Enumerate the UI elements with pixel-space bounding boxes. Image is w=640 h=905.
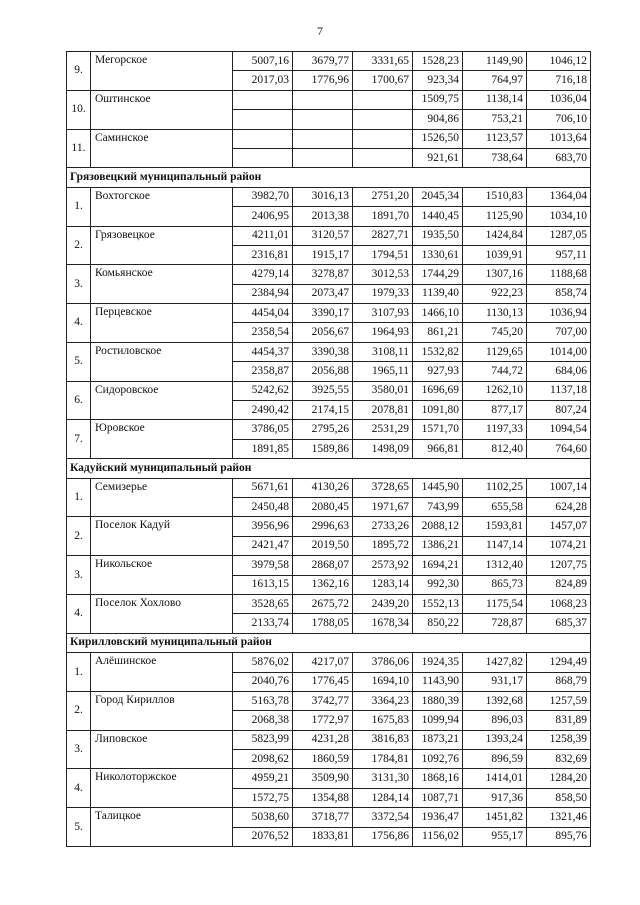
value-cell: 1510,83	[463, 187, 527, 206]
table-row	[67, 478, 591, 497]
table-row	[67, 381, 591, 400]
value-cell: 1964,93	[353, 323, 413, 342]
value-cell: 1137,18	[527, 381, 591, 400]
value-cell: 1197,33	[463, 420, 527, 439]
section-title: Кадуйский муниципальный район	[67, 459, 591, 478]
value-cell: 1776,45	[293, 672, 353, 691]
value-cell: 927,93	[413, 362, 463, 381]
value-cell: 3107,93	[353, 304, 413, 323]
settlement-name: Мегорское	[91, 52, 233, 91]
value-cell: 2017,03	[233, 71, 293, 90]
value-cell: 3728,65	[353, 478, 413, 497]
row-number: 4.	[67, 769, 91, 808]
value-cell: 738,64	[463, 148, 527, 167]
value-cell: 1509,75	[413, 90, 463, 109]
row-number: 4.	[67, 594, 91, 633]
value-cell: 3390,38	[293, 342, 353, 361]
value-cell: 1936,47	[413, 808, 463, 827]
value-cell: 904,86	[413, 110, 463, 129]
value-cell	[353, 148, 413, 167]
value-cell: 2751,20	[353, 187, 413, 206]
value-cell: 1091,80	[413, 401, 463, 420]
value-cell: 3679,77	[293, 52, 353, 71]
page-number: 7	[317, 24, 323, 38]
value-cell: 1457,07	[527, 517, 591, 536]
row-number: 6.	[67, 381, 91, 420]
row-number: 1.	[67, 478, 91, 517]
table-body	[67, 52, 591, 847]
table-row	[67, 517, 591, 536]
value-cell: 1756,86	[353, 827, 413, 846]
value-cell: 807,24	[527, 401, 591, 420]
value-cell: 1123,57	[463, 129, 527, 148]
value-cell: 2868,07	[293, 556, 353, 575]
value-cell: 4959,21	[233, 769, 293, 788]
table-row	[67, 730, 591, 749]
table-row	[67, 265, 591, 284]
value-cell: 1891,85	[233, 439, 293, 458]
row-number: 4.	[67, 304, 91, 343]
value-cell: 1283,14	[353, 575, 413, 594]
value-cell: 3982,70	[233, 187, 293, 206]
section-title: Кирилловский муниципальный район	[67, 633, 591, 652]
value-cell: 1364,04	[527, 187, 591, 206]
value-cell: 1125,90	[463, 207, 527, 226]
value-cell: 921,61	[413, 148, 463, 167]
value-cell: 2174,15	[293, 401, 353, 420]
table-row	[67, 769, 591, 788]
value-cell: 1074,21	[527, 536, 591, 555]
value-cell: 5038,60	[233, 808, 293, 827]
value-cell: 764,97	[463, 71, 527, 90]
value-cell: 1284,14	[353, 788, 413, 807]
value-cell: 1175,54	[463, 594, 527, 613]
table-row	[67, 556, 591, 575]
table-row	[67, 342, 591, 361]
value-cell: 1924,35	[413, 653, 463, 672]
value-cell: 3786,05	[233, 420, 293, 439]
table-row	[67, 594, 591, 613]
value-cell: 2439,20	[353, 594, 413, 613]
value-cell: 3786,06	[353, 653, 413, 672]
value-cell: 1613,15	[233, 575, 293, 594]
value-cell: 2421,47	[233, 536, 293, 555]
value-cell: 1087,71	[413, 788, 463, 807]
value-cell: 3372,54	[353, 808, 413, 827]
value-cell: 4454,37	[233, 342, 293, 361]
table-row	[67, 226, 591, 245]
value-cell: 1552,13	[413, 594, 463, 613]
settlement-name: Алёшинское	[91, 653, 233, 692]
value-cell: 1354,88	[293, 788, 353, 807]
value-cell: 895,76	[527, 827, 591, 846]
value-cell: 2045,34	[413, 187, 463, 206]
value-cell: 764,60	[527, 439, 591, 458]
value-cell: 5242,62	[233, 381, 293, 400]
value-cell: 868,79	[527, 672, 591, 691]
table-row	[67, 52, 591, 71]
value-cell: 3016,13	[293, 187, 353, 206]
tariff-table	[66, 51, 591, 847]
value-cell: 1833,81	[293, 827, 353, 846]
value-cell: 753,21	[463, 110, 527, 129]
value-cell: 3012,53	[353, 265, 413, 284]
value-cell: 4217,07	[293, 653, 353, 672]
value-cell: 1068,23	[527, 594, 591, 613]
value-cell: 1895,72	[353, 536, 413, 555]
value-cell: 1498,09	[353, 439, 413, 458]
value-cell	[293, 129, 353, 148]
value-cell: 2358,87	[233, 362, 293, 381]
settlement-name: Поселок Кадуй	[91, 517, 233, 556]
value-cell: 1860,59	[293, 750, 353, 769]
value-cell: 1130,13	[463, 304, 527, 323]
value-cell: 2056,67	[293, 323, 353, 342]
value-cell: 1039,91	[463, 245, 527, 264]
row-number: 3.	[67, 556, 91, 595]
value-cell: 1156,02	[413, 827, 463, 846]
value-cell: 4211,01	[233, 226, 293, 245]
value-cell	[293, 148, 353, 167]
value-cell: 1891,70	[353, 207, 413, 226]
value-cell: 3528,65	[233, 594, 293, 613]
value-cell: 1102,25	[463, 478, 527, 497]
value-cell: 923,34	[413, 71, 463, 90]
value-cell: 3390,17	[293, 304, 353, 323]
value-cell: 2733,26	[353, 517, 413, 536]
settlement-name: Никольское	[91, 556, 233, 595]
value-cell: 1034,10	[527, 207, 591, 226]
value-cell: 2573,92	[353, 556, 413, 575]
row-number: 5.	[67, 342, 91, 381]
value-cell: 2076,52	[233, 827, 293, 846]
value-cell: 1013,64	[527, 129, 591, 148]
value-cell: 624,28	[527, 497, 591, 516]
row-number: 3.	[67, 730, 91, 769]
row-number: 11.	[67, 129, 91, 168]
value-cell: 1694,21	[413, 556, 463, 575]
value-cell: 1092,76	[413, 750, 463, 769]
table-row	[67, 691, 591, 710]
value-cell: 3509,90	[293, 769, 353, 788]
value-cell: 1873,21	[413, 730, 463, 749]
value-cell: 684,06	[527, 362, 591, 381]
value-cell: 1312,40	[463, 556, 527, 575]
value-cell: 1393,24	[463, 730, 527, 749]
table-row	[67, 187, 591, 206]
value-cell: 2040,76	[233, 672, 293, 691]
value-cell: 858,74	[527, 284, 591, 303]
value-cell: 1776,96	[293, 71, 353, 90]
settlement-name: Николоторжское	[91, 769, 233, 808]
value-cell: 2068,38	[233, 711, 293, 730]
settlement-name: Семизерье	[91, 478, 233, 517]
value-cell: 743,99	[413, 497, 463, 516]
value-cell: 3331,65	[353, 52, 413, 71]
value-cell: 2078,81	[353, 401, 413, 420]
value-cell: 2795,26	[293, 420, 353, 439]
value-cell	[293, 110, 353, 129]
value-cell: 957,11	[527, 245, 591, 264]
value-cell: 1794,51	[353, 245, 413, 264]
value-cell: 1129,65	[463, 342, 527, 361]
value-cell: 716,18	[527, 71, 591, 90]
value-cell: 1572,75	[233, 788, 293, 807]
value-cell: 1036,94	[527, 304, 591, 323]
value-cell: 922,23	[463, 284, 527, 303]
table-row	[67, 129, 591, 148]
value-cell: 2019,50	[293, 536, 353, 555]
value-cell: 706,10	[527, 110, 591, 129]
value-cell: 955,17	[463, 827, 527, 846]
table-row	[67, 90, 591, 109]
value-cell: 1007,14	[527, 478, 591, 497]
value-cell: 3364,23	[353, 691, 413, 710]
value-cell: 966,81	[413, 439, 463, 458]
value-cell: 1772,97	[293, 711, 353, 730]
value-cell	[233, 110, 293, 129]
value-cell: 1788,05	[293, 614, 353, 633]
value-cell: 1678,34	[353, 614, 413, 633]
row-number: 2.	[67, 226, 91, 265]
value-cell: 1258,39	[527, 730, 591, 749]
value-cell: 3925,55	[293, 381, 353, 400]
value-cell: 3108,11	[353, 342, 413, 361]
value-cell: 1392,68	[463, 691, 527, 710]
value-cell: 5876,02	[233, 653, 293, 672]
table-row	[67, 808, 591, 827]
value-cell: 5671,61	[233, 478, 293, 497]
section-header-row	[67, 168, 591, 187]
value-cell: 896,59	[463, 750, 527, 769]
value-cell: 4279,14	[233, 265, 293, 284]
value-cell: 877,17	[463, 401, 527, 420]
value-cell: 1700,67	[353, 71, 413, 90]
value-cell: 2088,12	[413, 517, 463, 536]
value-cell: 1099,94	[413, 711, 463, 730]
value-cell: 655,58	[463, 497, 527, 516]
value-cell: 861,21	[413, 323, 463, 342]
value-cell: 1284,20	[527, 769, 591, 788]
value-cell: 1915,17	[293, 245, 353, 264]
value-cell: 2133,74	[233, 614, 293, 633]
value-cell: 683,70	[527, 148, 591, 167]
row-number: 3.	[67, 265, 91, 304]
value-cell: 707,00	[527, 323, 591, 342]
value-cell: 2013,38	[293, 207, 353, 226]
value-cell: 1466,10	[413, 304, 463, 323]
value-cell: 1784,81	[353, 750, 413, 769]
settlement-name: Талицкое	[91, 808, 233, 847]
value-cell: 1257,59	[527, 691, 591, 710]
value-cell: 1424,84	[463, 226, 527, 245]
value-cell: 917,36	[463, 788, 527, 807]
value-cell: 2056,88	[293, 362, 353, 381]
value-cell: 3979,58	[233, 556, 293, 575]
value-cell: 2098,62	[233, 750, 293, 769]
value-cell: 745,20	[463, 323, 527, 342]
value-cell: 2073,47	[293, 284, 353, 303]
value-cell: 1149,90	[463, 52, 527, 71]
settlement-name: Липовское	[91, 730, 233, 769]
value-cell: 5823,99	[233, 730, 293, 749]
value-cell: 4130,26	[293, 478, 353, 497]
value-cell: 3580,01	[353, 381, 413, 400]
value-cell: 1440,45	[413, 207, 463, 226]
value-cell: 1528,23	[413, 52, 463, 71]
value-cell: 3956,96	[233, 517, 293, 536]
settlement-name: Вохтогское	[91, 187, 233, 226]
value-cell: 1744,29	[413, 265, 463, 284]
value-cell: 1965,11	[353, 362, 413, 381]
value-cell: 931,17	[463, 672, 527, 691]
value-cell: 1935,50	[413, 226, 463, 245]
value-cell: 858,50	[527, 788, 591, 807]
row-number: 1.	[67, 653, 91, 692]
value-cell: 1139,40	[413, 284, 463, 303]
value-cell: 2316,81	[233, 245, 293, 264]
value-cell: 1188,68	[527, 265, 591, 284]
settlement-name: Сидоровское	[91, 381, 233, 420]
value-cell: 2450,48	[233, 497, 293, 516]
value-cell: 850,22	[413, 614, 463, 633]
value-cell: 1427,82	[463, 653, 527, 672]
settlement-name: Саминское	[91, 129, 233, 168]
value-cell: 2080,45	[293, 497, 353, 516]
value-cell: 1014,00	[527, 342, 591, 361]
value-cell: 1451,82	[463, 808, 527, 827]
value-cell: 4454,04	[233, 304, 293, 323]
value-cell: 4231,28	[293, 730, 353, 749]
value-cell: 5163,78	[233, 691, 293, 710]
value-cell: 1138,14	[463, 90, 527, 109]
table-row	[67, 653, 591, 672]
settlement-name: Перцевское	[91, 304, 233, 343]
settlement-name: Оштинское	[91, 90, 233, 129]
table-row	[67, 420, 591, 439]
value-cell: 685,37	[527, 614, 591, 633]
value-cell: 812,40	[463, 439, 527, 458]
value-cell	[353, 129, 413, 148]
value-cell: 824,89	[527, 575, 591, 594]
value-cell: 1696,69	[413, 381, 463, 400]
value-cell: 1143,90	[413, 672, 463, 691]
value-cell: 2996,63	[293, 517, 353, 536]
value-cell: 3278,87	[293, 265, 353, 284]
row-number: 9.	[67, 52, 91, 91]
value-cell: 2827,71	[353, 226, 413, 245]
settlement-name: Город Кириллов	[91, 691, 233, 730]
value-cell: 1445,90	[413, 478, 463, 497]
value-cell: 896,03	[463, 711, 527, 730]
value-cell: 832,69	[527, 750, 591, 769]
value-cell: 1675,83	[353, 711, 413, 730]
value-cell: 1321,46	[527, 808, 591, 827]
row-number: 2.	[67, 691, 91, 730]
table-row	[67, 304, 591, 323]
value-cell: 3718,77	[293, 808, 353, 827]
value-cell: 1307,16	[463, 265, 527, 284]
value-cell: 1880,39	[413, 691, 463, 710]
value-cell: 2531,29	[353, 420, 413, 439]
value-cell	[293, 90, 353, 109]
value-cell: 1362,16	[293, 575, 353, 594]
value-cell: 744,72	[463, 362, 527, 381]
value-cell: 2358,54	[233, 323, 293, 342]
settlement-name: Комьянское	[91, 265, 233, 304]
value-cell	[353, 90, 413, 109]
value-cell: 1330,61	[413, 245, 463, 264]
value-cell: 1971,67	[353, 497, 413, 516]
row-number: 10.	[67, 90, 91, 129]
value-cell: 1526,50	[413, 129, 463, 148]
value-cell: 1593,81	[463, 517, 527, 536]
value-cell: 1979,33	[353, 284, 413, 303]
value-cell	[233, 148, 293, 167]
value-cell: 3742,77	[293, 691, 353, 710]
value-cell: 5007,16	[233, 52, 293, 71]
value-cell: 1287,05	[527, 226, 591, 245]
section-header-row	[67, 459, 591, 478]
section-title: Грязовецкий муниципальный район	[67, 168, 591, 187]
value-cell: 3816,83	[353, 730, 413, 749]
row-number: 5.	[67, 808, 91, 847]
settlement-name: Грязовецкое	[91, 226, 233, 265]
settlement-name: Ростиловское	[91, 342, 233, 381]
value-cell: 865,73	[463, 575, 527, 594]
value-cell: 1046,12	[527, 52, 591, 71]
value-cell	[233, 90, 293, 109]
value-cell: 1589,86	[293, 439, 353, 458]
value-cell: 1694,10	[353, 672, 413, 691]
value-cell	[353, 110, 413, 129]
value-cell: 1207,75	[527, 556, 591, 575]
value-cell: 2384,94	[233, 284, 293, 303]
value-cell: 1036,04	[527, 90, 591, 109]
settlement-name: Юровское	[91, 420, 233, 459]
value-cell: 1386,21	[413, 536, 463, 555]
value-cell: 992,30	[413, 575, 463, 594]
value-cell: 2406,95	[233, 207, 293, 226]
value-cell: 1571,70	[413, 420, 463, 439]
row-number: 2.	[67, 517, 91, 556]
row-number: 1.	[67, 187, 91, 226]
value-cell: 2490,42	[233, 401, 293, 420]
value-cell: 1294,49	[527, 653, 591, 672]
value-cell: 1262,10	[463, 381, 527, 400]
value-cell: 831,89	[527, 711, 591, 730]
value-cell: 3131,30	[353, 769, 413, 788]
value-cell: 1414,01	[463, 769, 527, 788]
value-cell: 2675,72	[293, 594, 353, 613]
section-header-row	[67, 633, 591, 652]
value-cell: 1147,14	[463, 536, 527, 555]
value-cell: 1094,54	[527, 420, 591, 439]
value-cell: 1532,82	[413, 342, 463, 361]
value-cell: 728,87	[463, 614, 527, 633]
settlement-name: Поселок Хохлово	[91, 594, 233, 633]
value-cell: 1868,16	[413, 769, 463, 788]
value-cell: 3120,57	[293, 226, 353, 245]
value-cell	[233, 129, 293, 148]
row-number: 7.	[67, 420, 91, 459]
